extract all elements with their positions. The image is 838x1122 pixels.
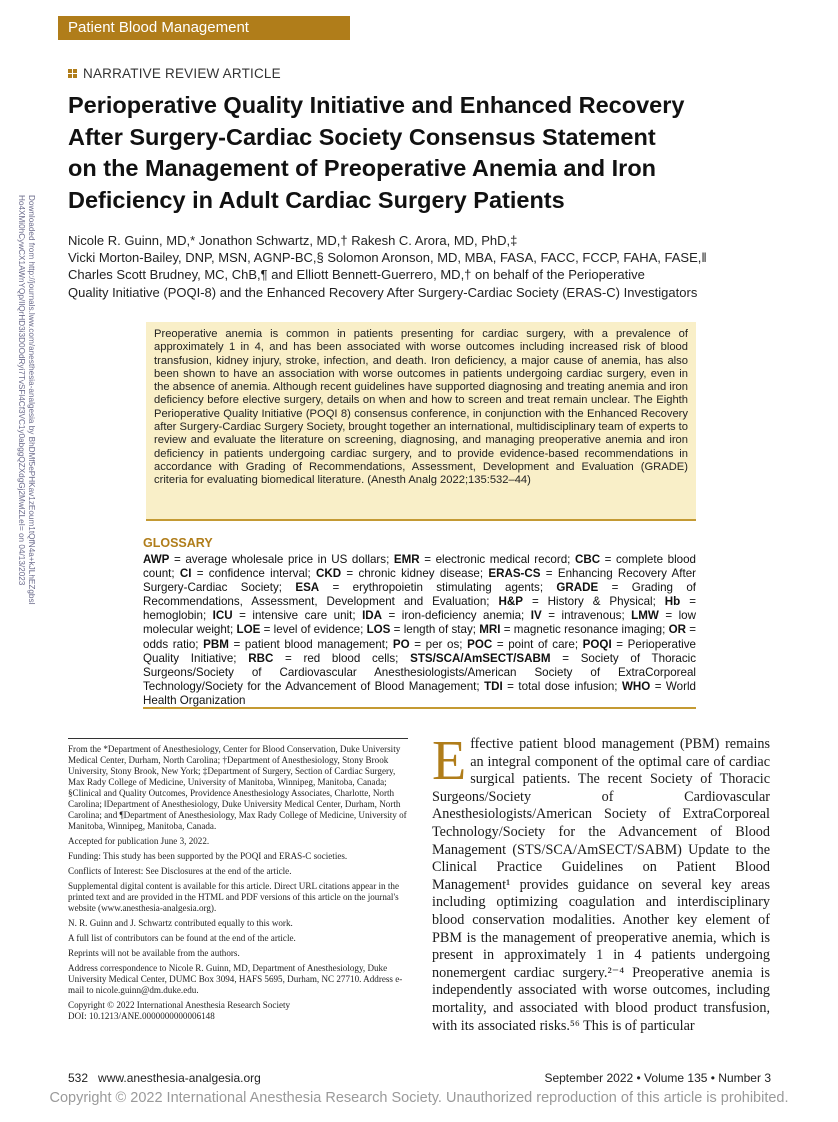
footnote: Reprints will not be available from the authors. bbox=[68, 948, 240, 958]
glossary-term: LMW bbox=[631, 609, 659, 623]
glossary-definition: = length of stay; bbox=[390, 623, 480, 637]
glossary-entry bbox=[316, 567, 488, 580]
glossary-definition: = low molecular weight; bbox=[143, 609, 696, 637]
abstract: Preoperative anemia is common in patients presenting for cardiac surgery, with a prevalence of approximately 1 in 4, and has been associated with worse outcomes including increased risk of blood transfusion, kidney injury, stroke, infection, and death. Iron deficiency, a major cause of anemia, has also been shown to have an association with worse outcomes in patients undergoing cardiac surgery, even in the absence of anemia. Although recent guidelines have supported diagnosing and treating anemia and iron deficiency before elective surgery, details on when and how to screen and treat remain unclear. The Eighth Perioperative Quality Initiative (POQI 8) consensus conference, in conjunction with the Enhanced Recovery after Surgery-Cardiac Surgery Society, brought together an international, multidisciplinary team of experts to review and evaluate the literature on screening, diagnosing, and managing preoperative anemia and iron deficiency in patients undergoing cardiac surgery, and to provide evidence-based recommendations in accordance with Grading of Recommendations, Assessment, Development and Evaluation (GRADE) criteria for evaluating biomedical literature. (Anesth Analg 2022;135:532–44) bbox=[146, 322, 696, 519]
footnote: Address correspondence to Nicole R. Guinn, MD, Department of Anesthesiology, Duke University Medical Center, DUMC Box 3094, HAFS 5695, Durham, NC 27710. Address e-mail to nicole.guinn@dm.duke.edu. bbox=[68, 963, 403, 995]
glossary-term: MRI bbox=[479, 623, 501, 637]
author-line: Charles Scott Brudney, MC, ChB,¶ and Elliott Bennett-Guerrero, MD,† on behalf of the Perioperative bbox=[68, 267, 645, 283]
glossary-definition: = per os; bbox=[409, 637, 468, 651]
glossary-definition: = patient blood management; bbox=[228, 637, 393, 651]
glossary-definition: = Perioperative Quality Initiative; bbox=[143, 637, 696, 665]
glossary-definition: = confidence interval; bbox=[191, 567, 316, 581]
glossary-heading: GLOSSARY bbox=[143, 536, 213, 550]
glossary-term: WHO bbox=[621, 679, 651, 693]
glossary-term: IV bbox=[530, 609, 542, 623]
glossary-term: TDI bbox=[484, 679, 503, 693]
body-text bbox=[432, 730, 770, 1035]
drop-cap: E bbox=[432, 730, 467, 792]
footnote: N. R. Guinn and J. Schwartz contributed equally to this work. bbox=[68, 918, 293, 928]
glossary-definition: = hemoglobin; bbox=[143, 595, 697, 623]
glossary-definition: = red blood cells; bbox=[273, 651, 411, 665]
footnote: Funding: This study has been supported by the POQI and ERAS-C societies. bbox=[68, 851, 348, 861]
glossary-entry bbox=[393, 638, 467, 651]
glossary-definition: = Grading of Recommendations, Assessment, Development and Evaluation; bbox=[143, 581, 696, 609]
glossary-definition: = World Health Organization bbox=[143, 679, 696, 707]
glossary-entry bbox=[213, 609, 362, 622]
glossary-definition: = electronic medical record; bbox=[419, 553, 575, 566]
glossary-term: ICU bbox=[212, 609, 233, 623]
title-line: Perioperative Quality Initiative and Enhanced Recovery bbox=[68, 92, 685, 118]
glossary-term: AWP bbox=[143, 553, 170, 566]
abstract-divider bbox=[146, 519, 696, 521]
glossary-definition: = erythropoietin stimulating agents; bbox=[319, 581, 557, 595]
glossary-term: PO bbox=[392, 637, 410, 651]
glossary-term: LOE bbox=[236, 623, 261, 637]
glossary-entry bbox=[237, 623, 367, 636]
glossary-definition: = iron-deficiency anemia; bbox=[382, 609, 531, 623]
glossary-term: CI bbox=[179, 567, 192, 581]
glossary-entry bbox=[203, 638, 393, 651]
glossary-term: STS/SCA/AmSECT/SABM bbox=[410, 651, 551, 665]
glossary-term: CKD bbox=[316, 567, 342, 581]
title-line: Deficiency in Adult Cardiac Surgery Patients bbox=[68, 186, 565, 213]
page-number-and-site bbox=[68, 1071, 261, 1085]
glossary-definition: = average wholesale price in US dollars; bbox=[169, 553, 394, 566]
glossary-term: POQI bbox=[582, 637, 612, 651]
footnote: Supplemental digital content is available for this article. Direct URL citations appear in the printed text and are provided in the HTML and PDF versions of this article on the journal's website (www.anesthesia-analgesia.org). bbox=[68, 881, 399, 913]
body-paragraph: ffective patient blood management (PBM) remains an integral component of the optimal care of cardiac surgical patients. The recent Society of Thoracic Surgeons/Society of Cardiovascular Anesthesiologists/American Society of ExtraCorporeal Technology/Society for the Advancement of Blood Management (STS/SCA/AmSECT/SABM) Update to the Clinical Practice Guidelines on Patient Blood Management¹ provides guidance on several key areas including optimizing coagulation and interdisciplinary blood conservation modalities. Another key element of PBM is the management of preoperative anemia, which is present in approximately 1 in 4 patients undergoing nonemergent cardiac surgery.²⁻⁴ Preoperative anemia is independently associated with worse outcomes, including mortality, and associated with blood product transfusion, with its associated risks.⁵⁶ This is of particular bbox=[432, 736, 770, 1034]
download-watermark bbox=[16, 195, 36, 665]
glossary-term: H&P bbox=[498, 595, 523, 609]
glossary-term: ESA bbox=[295, 581, 320, 595]
author-line: Quality Initiative (POQI-8) and the Enhanced Recovery After Surgery-Cardiac Society (ERAS-C) Investigators bbox=[68, 284, 698, 300]
glossary-term: RBC bbox=[248, 651, 274, 665]
footnote: DOI: 10.1213/ANE.0000000000006148 bbox=[68, 1011, 215, 1021]
glossary-entry bbox=[295, 581, 556, 594]
journal-website-link[interactable]: www.anesthesia-analgesia.org bbox=[98, 1071, 261, 1085]
footnote: Accepted for publication June 3, 2022. bbox=[68, 836, 210, 846]
issue-info: September 2022 • Volume 135 • Number 3 bbox=[544, 1071, 771, 1085]
glossary-term: IDA bbox=[362, 609, 383, 623]
article-title bbox=[68, 90, 788, 216]
glossary-definition: = total dose infusion; bbox=[502, 679, 622, 693]
author-line: Vicki Morton-Bailey, DNP, MSN, AGNP-BC,§ Solomon Aronson, MD, MBA, FASA, FACC, FCCP, FAHA, FASE,‖ bbox=[68, 250, 707, 266]
glossary-definition: = chronic kidney disease; bbox=[341, 567, 489, 581]
title-line: on the Management of Preoperative Anemia and Iron bbox=[68, 155, 657, 181]
author-line: Nicole R. Guinn, MD,* Jonathon Schwartz, MD,† Rakesh C. Arora, MD, PhD,‡ bbox=[68, 233, 518, 248]
glossary-term: ERAS-CS bbox=[488, 567, 541, 581]
glossary-entry bbox=[248, 652, 410, 665]
glossary-term: CBC bbox=[574, 553, 601, 566]
glossary-entry bbox=[479, 623, 668, 636]
glossary-entry bbox=[484, 680, 622, 693]
glossary-term: POC bbox=[467, 637, 493, 651]
watermark-line: Downloaded from http://journals.lww.com/anesthesia-analgesia by BhDMf5ePHKav1zEoum1tQfN4a+kJLhEZgbsI bbox=[27, 195, 36, 605]
glossary-term: Hb bbox=[664, 595, 681, 609]
glossary-definition: = History & Physical; bbox=[522, 595, 665, 609]
glossary-definition: = intravenous; bbox=[541, 609, 632, 623]
glossary-entry bbox=[180, 567, 316, 580]
glossary-definition: = point of care; bbox=[492, 637, 583, 651]
glossary-entry bbox=[362, 609, 531, 622]
glossary-definition: = level of evidence; bbox=[260, 623, 367, 637]
glossary-entry bbox=[467, 638, 583, 651]
footnote: Copyright © 2022 International Anesthesia Research Society bbox=[68, 1000, 291, 1010]
section-banner: Patient Blood Management bbox=[58, 16, 350, 40]
glossary-definition: = complete blood count; bbox=[143, 553, 696, 581]
glossary-term: PBM bbox=[203, 637, 229, 651]
glossary bbox=[143, 553, 696, 708]
footnote: From the *Department of Anesthesiology, Center for Blood Conservation, Duke University Medical Center, Durham, North Carolina; †Department of Anesthesiology, Stony Brook University, Stony Brook, New York; ‡Department of Surgery, Section of Cardiac Surgery, Max Rady College of Medicine, University of Manitoba, Winnipeg, Manitoba, Canada; §Clinical and Quality Outcomes, Providence Anesthesiology Associates, Charlotte, North Carolina; ‖Department of Anesthesiology, Duke University Medical Center, Durham, North Carolina; and ¶Department of Anesthesiology, Max Rady College of Medicine, University of Manitoba, Winnipeg, Manitoba, Canada. bbox=[68, 744, 407, 831]
watermark-line: Ho4XMi0hCywCX1AWnYQp/IlQrHD3i3D0OdRyi7TvSFl4Cf3VC1y0abggQZXdgGj2MwlZLeI= on 04/13/2023 bbox=[17, 195, 26, 586]
glossary-definition: = Enhancing Recovery After Surgery-Cardiac Society; bbox=[143, 567, 697, 595]
copyright-notice: Copyright © 2022 International Anesthesia Research Society. Unauthorized reproduction of this article is prohibited. bbox=[49, 1090, 789, 1106]
glossary-definition: = Society of Thoracic Surgeons/Society of Cardiovascular Anesthesiologists/American Society of ExtraCorporeal Technology/Society for the Advancement of Blood Management; bbox=[143, 651, 697, 693]
page-number: 532 bbox=[68, 1071, 89, 1085]
glossary-term: EMR bbox=[393, 553, 420, 566]
article-type bbox=[68, 66, 281, 81]
title-line: After Surgery-Cardiac Society Consensus Statement bbox=[68, 123, 656, 150]
footnotes bbox=[68, 738, 408, 1022]
grid-icon bbox=[68, 69, 77, 78]
glossary-entry bbox=[498, 595, 664, 608]
glossary-divider bbox=[143, 707, 696, 709]
article-type-label: NARRATIVE REVIEW ARTICLE bbox=[83, 66, 281, 81]
footnote: A full list of contributors can be found at the end of the article. bbox=[68, 933, 296, 943]
author-list bbox=[68, 232, 788, 301]
footnote: Conflicts of Interest: See Disclosures at the end of the article. bbox=[68, 866, 292, 876]
glossary-term: LOS bbox=[366, 623, 391, 637]
glossary-definition: = intensive care unit; bbox=[232, 609, 363, 623]
glossary-entry bbox=[394, 553, 575, 566]
glossary-entry bbox=[367, 623, 480, 636]
glossary-entry bbox=[531, 609, 631, 622]
glossary-entry bbox=[143, 553, 394, 566]
glossary-definition: = magnetic resonance imaging; bbox=[500, 623, 669, 637]
glossary-term: GRADE bbox=[556, 581, 599, 595]
glossary-definition: = odds ratio; bbox=[143, 623, 696, 651]
glossary-term: OR bbox=[668, 623, 686, 637]
page-footer bbox=[68, 1071, 771, 1085]
